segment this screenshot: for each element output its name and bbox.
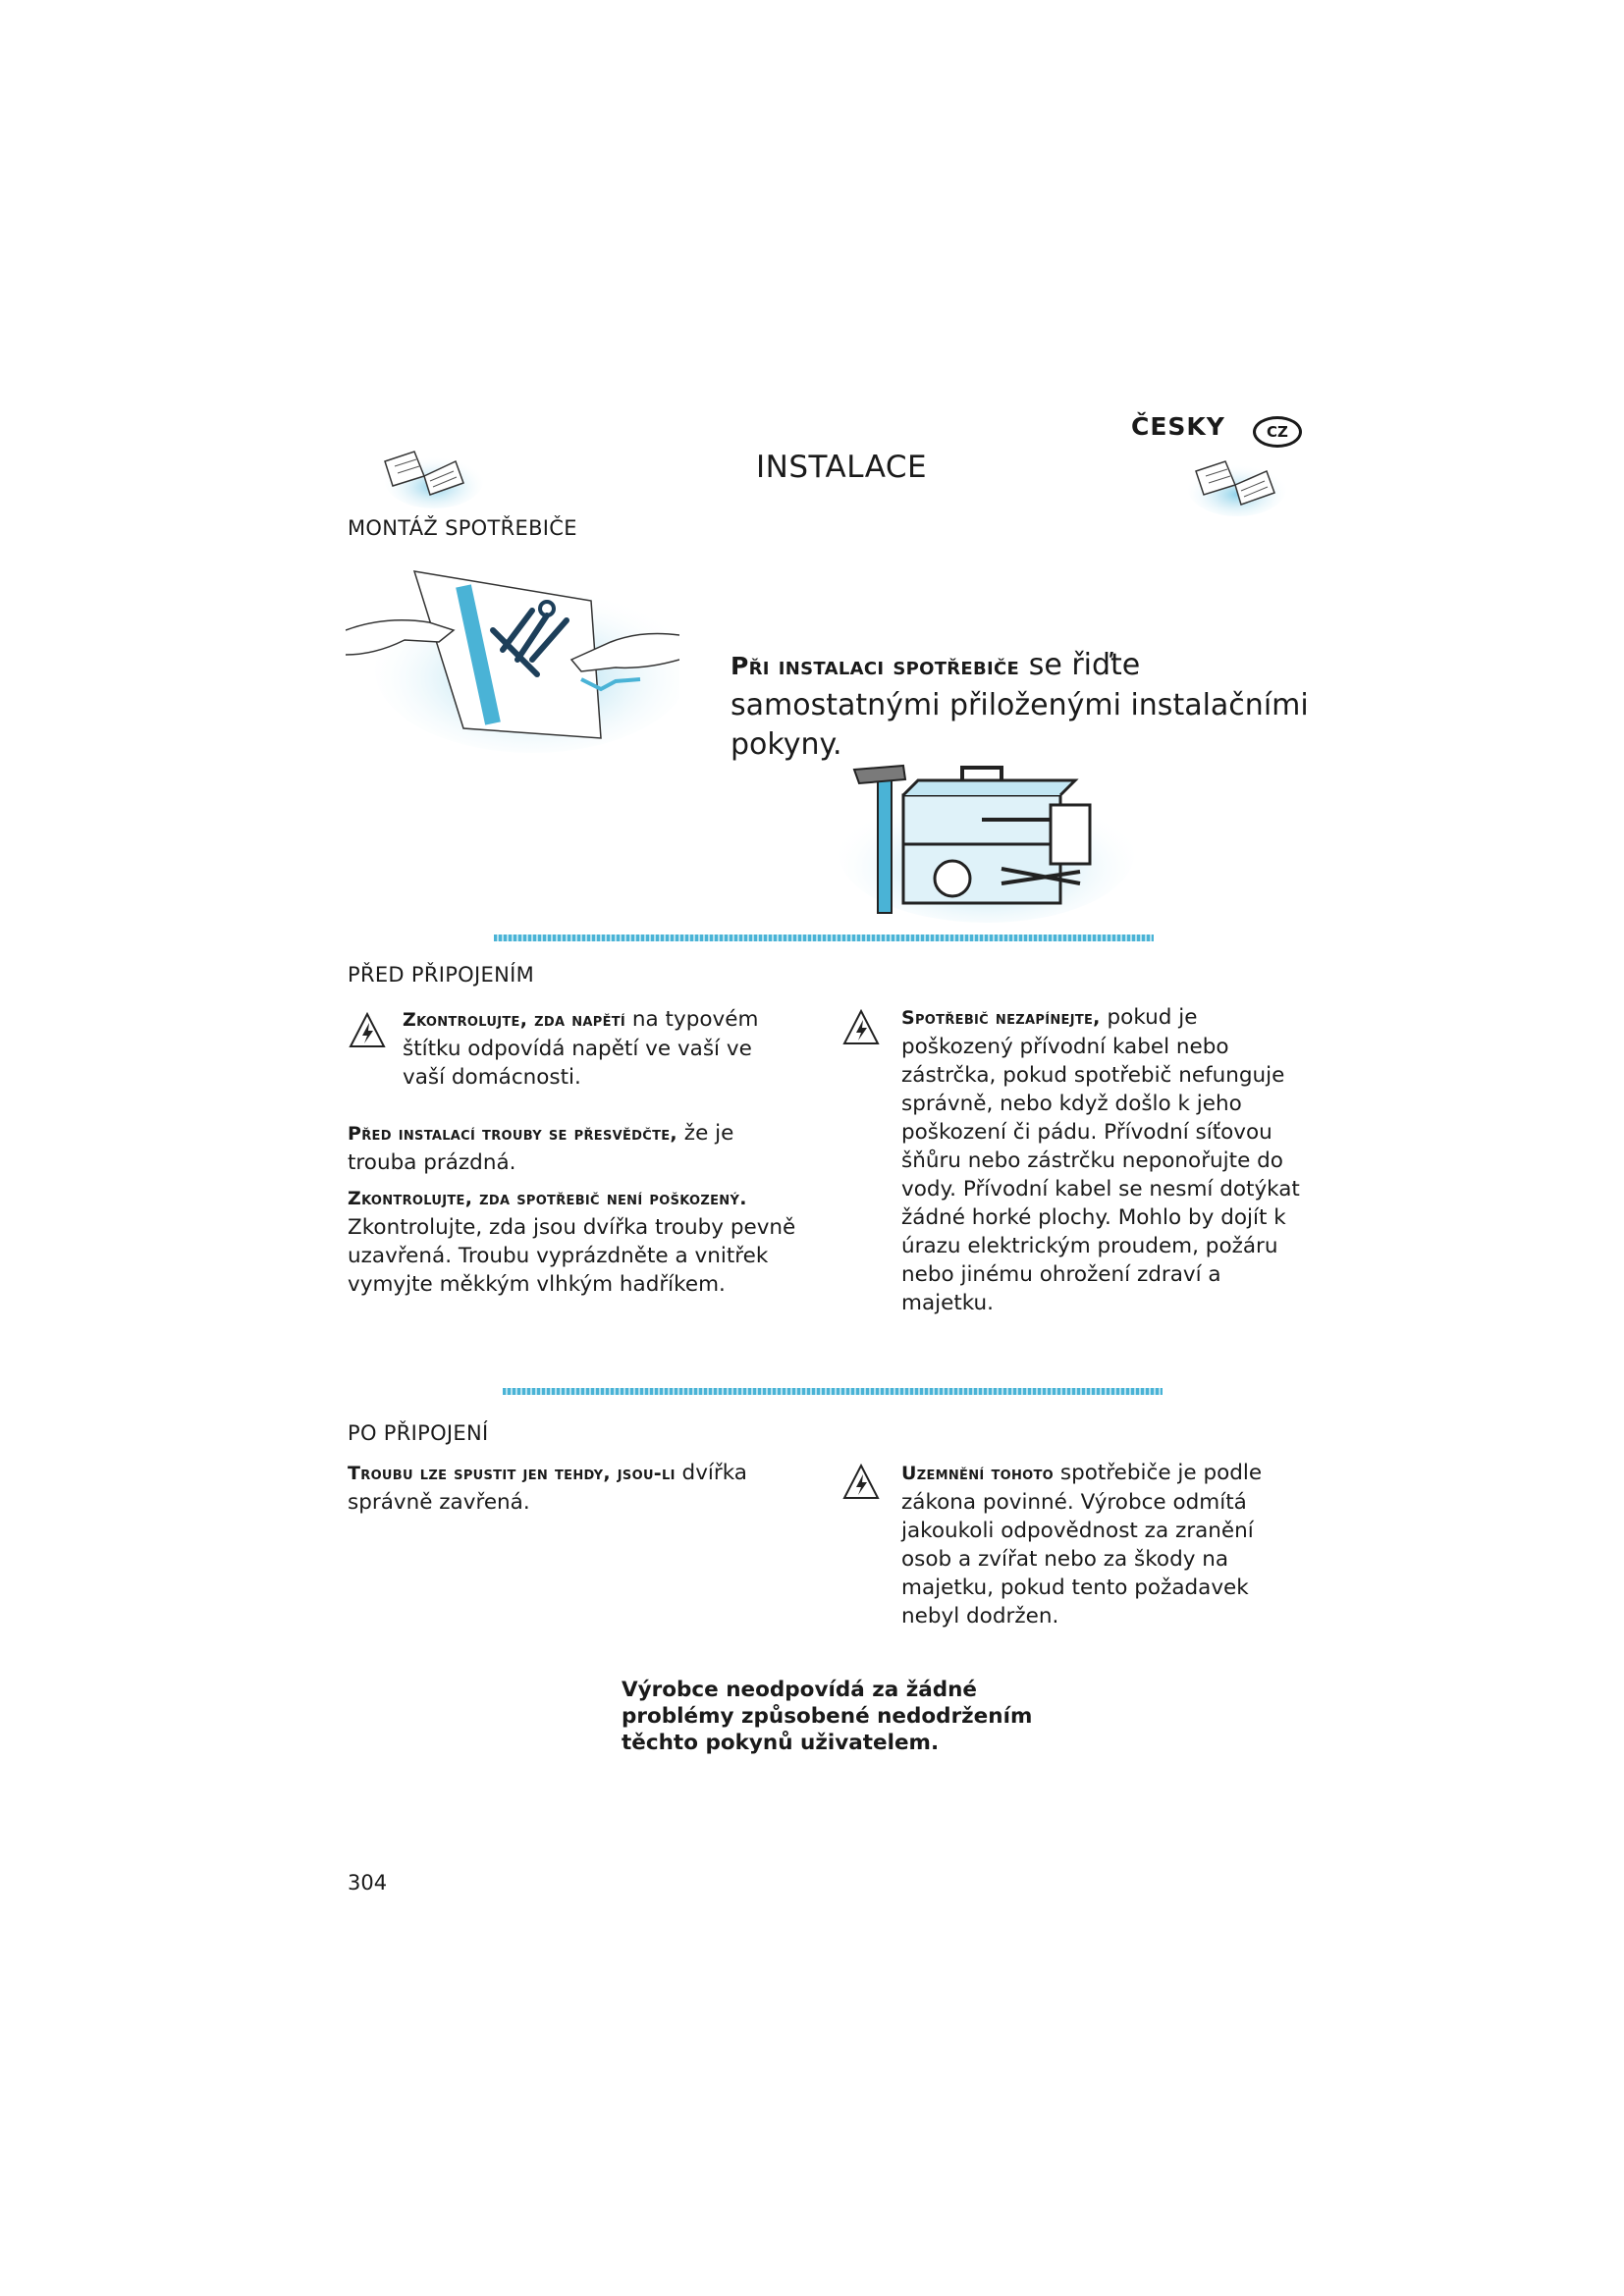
damaged-cable-warning-text: pokud je poškozený přívodní kabel nebo zástrčka, pokud spotřebič nefunguje správně, nebo když došlo k jeho poškození či pádu. Přívodní síťovou šňůru nebo zástrčku neponořujte do vody. Přívodní kabel se nesmí dotýkat žádné horké plochy. Mohlo by dojít k úrazu elektrickým proudem, požáru nebo jinému ohrožení zdraví a majetku. [901, 1005, 1300, 1315]
divider [494, 934, 1154, 941]
country-code-badge: CZ [1253, 416, 1302, 448]
book-icon [1178, 440, 1296, 518]
empty-oven-check [348, 1119, 799, 1177]
voltage-check [403, 1005, 795, 1092]
installation-instruction [731, 646, 1339, 765]
grounding-warning-text: spotřebiče je podle zákona povinné. Výrobce odmítá jakoukoli odpovědnost za zranění osob a zvířat nebo za škody na majetku, pokud tento požadavek nebyl dodržen. [901, 1461, 1263, 1629]
damage-check-lead: Zkontrolujte, zda spotřebič není poškozený. [348, 1188, 747, 1209]
damage-check [348, 1185, 799, 1299]
toolbox-illustration [835, 756, 1139, 923]
damaged-cable-warning [901, 1003, 1314, 1317]
voltage-check-lead: Zkontrolujte, zda napětí [403, 1009, 626, 1031]
door-closed-note-lead: Troubu lze spustit jen tehdy, jsou-li [348, 1463, 676, 1484]
electric-warning-icon [348, 1011, 387, 1050]
installation-instruction-text: se řiďte samostatnými přiloženými instalačními pokyny. [731, 648, 1309, 762]
divider [503, 1388, 1163, 1395]
section-heading-montaz: MONTÁŽ SPOTŘEBIČE [348, 516, 577, 540]
electric-warning-icon [841, 1008, 881, 1047]
page-title: INSTALACE [756, 450, 928, 485]
door-closed-note-text: dvířka správně zavřená. [348, 1461, 747, 1515]
page-number: 304 [348, 1871, 388, 1895]
damaged-cable-warning-lead: Spotřebič nezapínejte, [901, 1007, 1101, 1029]
section-heading-pred: PŘED PŘIPOJENÍM [348, 963, 534, 987]
empty-oven-check-lead: Před instalací trouby se přesvědčte, [348, 1123, 677, 1145]
empty-oven-check-text: že je trouba prázdná. [348, 1121, 734, 1175]
grounding-warning [901, 1459, 1304, 1630]
installation-instruction-lead: Při instalaci spotřebiče [731, 652, 1020, 680]
hands-holding-manual-illustration [346, 561, 679, 758]
damage-check-text: Zkontrolujte, zda jsou dvířka trouby pevně uzavřená. Troubu vyprázdněte a vnitřek vymyjte měkkým vlhkým hadříkem. [348, 1215, 796, 1297]
voltage-check-text: na typovém štítku odpovídá napětí ve vaší ve vaší domácnosti. [403, 1007, 759, 1090]
book-icon [365, 432, 483, 510]
grounding-warning-lead: Uzemnění tohoto [901, 1463, 1055, 1484]
door-closed-note [348, 1459, 770, 1517]
electric-warning-icon [841, 1463, 881, 1502]
language-label: ČESKY [1131, 412, 1225, 441]
manufacturer-disclaimer: Výrobce neodpovídá za žádné problémy způsobené nedodržením těchto pokynů uživatelem. [622, 1678, 1033, 1755]
section-heading-po: PO PŘIPOJENÍ [348, 1421, 489, 1445]
